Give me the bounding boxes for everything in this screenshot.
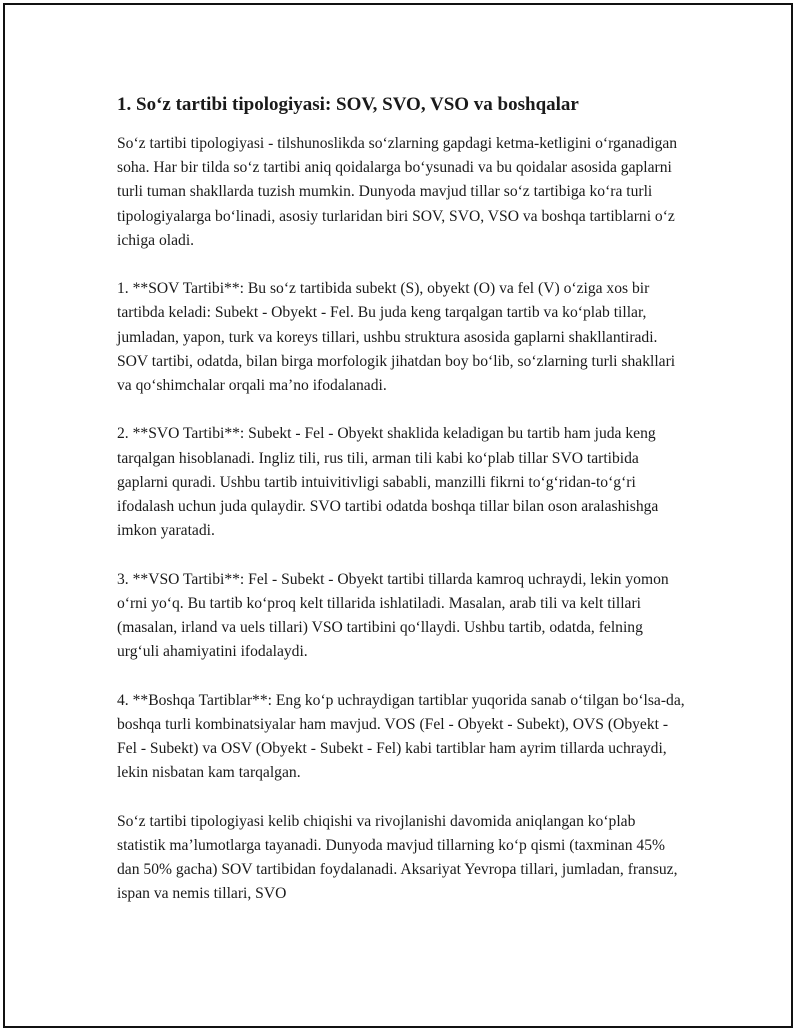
paragraph-svo: 2. **SVO Tartibi**: Subekt - Fel - Obyekt shaklida keladigan bu tartib ham juda keng tarqalgan hisoblanadi. Ingliz tili, rus tili, arman tili kabi ko‘plab tillar SVO tartibida gaplarni quradi. Ushbu tartib intuivitivligi sababli, manzilli fikrni to‘g‘ridan-to‘g‘ri ifodalash uchun juda qulaydir. SVO tartibi odatda boshqa tillar bilan oson aralashishga imkon yaratadi. bbox=[117, 425, 659, 540]
document-body bbox=[117, 92, 687, 931]
paragraph-vso: 3. **VSO Tartibi**: Fel - Subekt - Obyekt tartibi tillarda kamroq uchraydi, lekin yomon o‘rni yo‘q. Bu tartib ko‘proq kelt tillarida ishlatiladi. Masalan, arab tili va kelt tillari (masalan, irland va uels tillari) VSO tartibini qo‘llaydi. Ushbu tartib, odatda, felning urg‘uli ahamiyatini ifodalaydi. bbox=[117, 570, 669, 661]
paragraph-other-orders: 4. **Boshqa Tartiblar**: Eng ko‘p uchraydigan tartiblar yuqorida sanab o‘tilgan bo‘lsa-da, boshqa turli kombinatsiyalar ham mavjud. VOS (Fel - Obyekt - Subekt), OVS (Obyekt - Fel - Subekt) va OSV (Obyekt - Subekt - Fel) kabi tartiblar ham ayrim tillarda uchraydi, lekin nisbatan kam tarqalgan. bbox=[117, 691, 685, 782]
paragraph-statistics: So‘z tartibi tipologiyasi kelib chiqishi va rivojlanishi davomida aniqlangan ko‘plab statistik ma’lumotlarga tayanadi. Dunyoda mavjud tillarning ko‘p qismi (taxminan 45% dan 50% gacha) SOV tartibidan foydalanadi. Aksariyat Yevropa tillari, jumladan, fransuz, ispan va nemis tillari, SVO bbox=[117, 812, 678, 903]
paragraph-sov: 1. **SOV Tartibi**: Bu so‘z tartibida subekt (S), obyekt (O) va fel (V) o‘ziga xos bir tartibda keladi: Subekt - Obyekt - Fel. Bu juda keng tarqalgan tartib va ko‘plab tillar, jumladan, yapon, turk va koreys tillari, ushbu struktura asosida gaplarni shakllantiradi. SOV tartibi, odatda, bilan birga morfologik jihatdan boy bo‘lib, so‘zlarning turli shakllari va qo‘shimchalar orqali ma’no ifodalanadi. bbox=[117, 280, 676, 395]
section-title: 1. So‘z tartibi tipologiyasi: SOV, SVO, VSO va boshqalar bbox=[117, 94, 579, 115]
paragraph-intro: So‘z tartibi tipologiyasi - tilshunoslikda so‘zlarning gapdagi ketma-ketligini o‘rganadigan soha. Har bir tilda so‘z tartibi aniq qoidalarga bo‘ysunadi va bu qoidalar asosida gaplarni turli tuman shakllarda tuzish mumkin. Dunyoda mavjud tillar so‘z tartibiga ko‘ra turli tipologiyalarga bo‘linadi, asosiy turlaridan biri SOV, SVO, VSO va boshqa tartiblarni o‘z ichiga oladi. bbox=[117, 135, 678, 249]
